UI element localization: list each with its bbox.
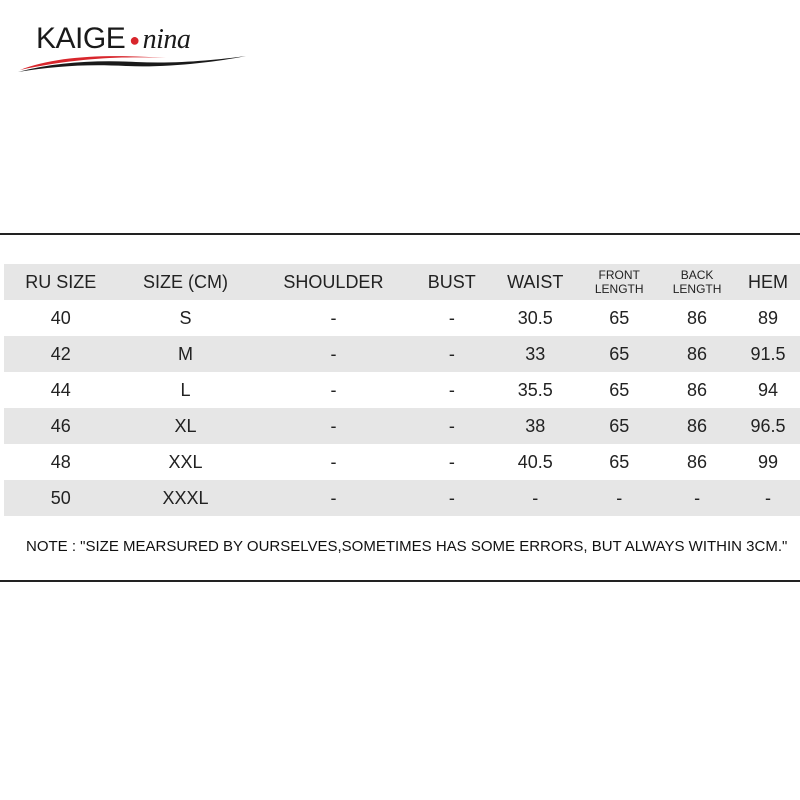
table-header-row bbox=[4, 264, 800, 300]
cell-ru-size: 40 bbox=[50, 307, 71, 328]
cell-ru-size: 46 bbox=[4, 408, 118, 444]
cell-bust: - bbox=[413, 336, 490, 372]
cell-hem: 96.5 bbox=[736, 408, 800, 444]
cell-bust: - bbox=[448, 451, 455, 472]
logo-brand: KAIGE bbox=[36, 22, 126, 55]
cell-shoulder: - bbox=[253, 480, 413, 516]
cell-waist: 40.5 bbox=[517, 451, 553, 472]
table-row bbox=[4, 336, 800, 372]
cell-front-length: 65 bbox=[580, 336, 658, 372]
top-divider bbox=[0, 233, 800, 235]
table-row bbox=[4, 300, 800, 336]
measurement-note: NOTE : "SIZE MEARSURED BY OURSELVES,SOMETIMES HAS SOME ERRORS, BUT ALWAYS WITHIN 3CM." bbox=[26, 538, 788, 555]
cell-front-length: 65 bbox=[609, 379, 630, 400]
cell-waist: - bbox=[490, 480, 580, 516]
cell-ru-size: 42 bbox=[4, 336, 118, 372]
header-bust: BUST bbox=[413, 264, 490, 300]
cell-back-length: - bbox=[658, 480, 736, 516]
logo-swoosh-icon bbox=[16, 48, 256, 74]
size-chart-table bbox=[4, 264, 800, 516]
header-waist: WAIST bbox=[490, 264, 580, 300]
cell-front-length: 65 bbox=[580, 408, 658, 444]
cell-shoulder: - bbox=[330, 379, 337, 400]
cell-hem: 89 bbox=[757, 307, 778, 328]
table-row bbox=[4, 408, 800, 444]
cell-waist: 30.5 bbox=[517, 307, 553, 328]
table-body bbox=[4, 300, 800, 516]
cell-back-length: 86 bbox=[687, 451, 708, 472]
cell-back-length: 86 bbox=[658, 408, 736, 444]
header-front-line-2: LENGTH bbox=[594, 282, 644, 296]
cell-size-cm: M bbox=[118, 336, 254, 372]
cell-waist: 38 bbox=[490, 408, 580, 444]
table-row bbox=[4, 444, 800, 480]
cell-bust: - bbox=[448, 379, 455, 400]
cell-waist: 35.5 bbox=[517, 379, 553, 400]
cell-ru-size: 48 bbox=[50, 451, 71, 472]
cell-back-length: 86 bbox=[687, 379, 708, 400]
table-row bbox=[4, 480, 800, 516]
header-ru-size: RU SIZE bbox=[4, 264, 118, 300]
cell-size-cm: XL bbox=[118, 408, 254, 444]
header-back-length bbox=[658, 264, 736, 300]
cell-front-length: 65 bbox=[609, 451, 630, 472]
cell-size-cm: XXXL bbox=[118, 480, 254, 516]
cell-size-cm: L bbox=[180, 379, 191, 400]
cell-size-cm: S bbox=[179, 307, 192, 328]
cell-back-length: 86 bbox=[658, 336, 736, 372]
cell-back-length: 86 bbox=[687, 307, 708, 328]
cell-shoulder: - bbox=[253, 336, 413, 372]
header-shoulder: SHOULDER bbox=[253, 264, 413, 300]
cell-bust: - bbox=[448, 307, 455, 328]
cell-bust: - bbox=[413, 480, 490, 516]
cell-hem: - bbox=[736, 480, 800, 516]
cell-front-length: 65 bbox=[609, 307, 630, 328]
cell-hem: 94 bbox=[757, 379, 778, 400]
header-hem: HEM bbox=[736, 264, 800, 300]
cell-hem: 91.5 bbox=[736, 336, 800, 372]
cell-shoulder: - bbox=[330, 451, 337, 472]
cell-hem: 99 bbox=[757, 451, 778, 472]
cell-shoulder: - bbox=[330, 307, 337, 328]
bottom-divider bbox=[0, 580, 800, 582]
header-front-length bbox=[580, 264, 658, 300]
cell-size-cm: XXL bbox=[168, 451, 203, 472]
cell-waist: 33 bbox=[490, 336, 580, 372]
header-back-line-2: LENGTH bbox=[672, 282, 722, 296]
logo-dot-icon: ● bbox=[129, 29, 140, 50]
brand-logo bbox=[16, 18, 256, 74]
header-size-cm: SIZE (CM) bbox=[118, 264, 254, 300]
cell-front-length: - bbox=[580, 480, 658, 516]
cell-shoulder: - bbox=[253, 408, 413, 444]
cell-ru-size: 44 bbox=[50, 379, 71, 400]
logo-sub: nina bbox=[142, 24, 191, 55]
cell-ru-size: 50 bbox=[4, 480, 118, 516]
table-row bbox=[4, 372, 800, 408]
header-back-line-1: BACK bbox=[680, 268, 714, 282]
header-front-line-1: FRONT bbox=[598, 268, 640, 282]
cell-bust: - bbox=[413, 408, 490, 444]
